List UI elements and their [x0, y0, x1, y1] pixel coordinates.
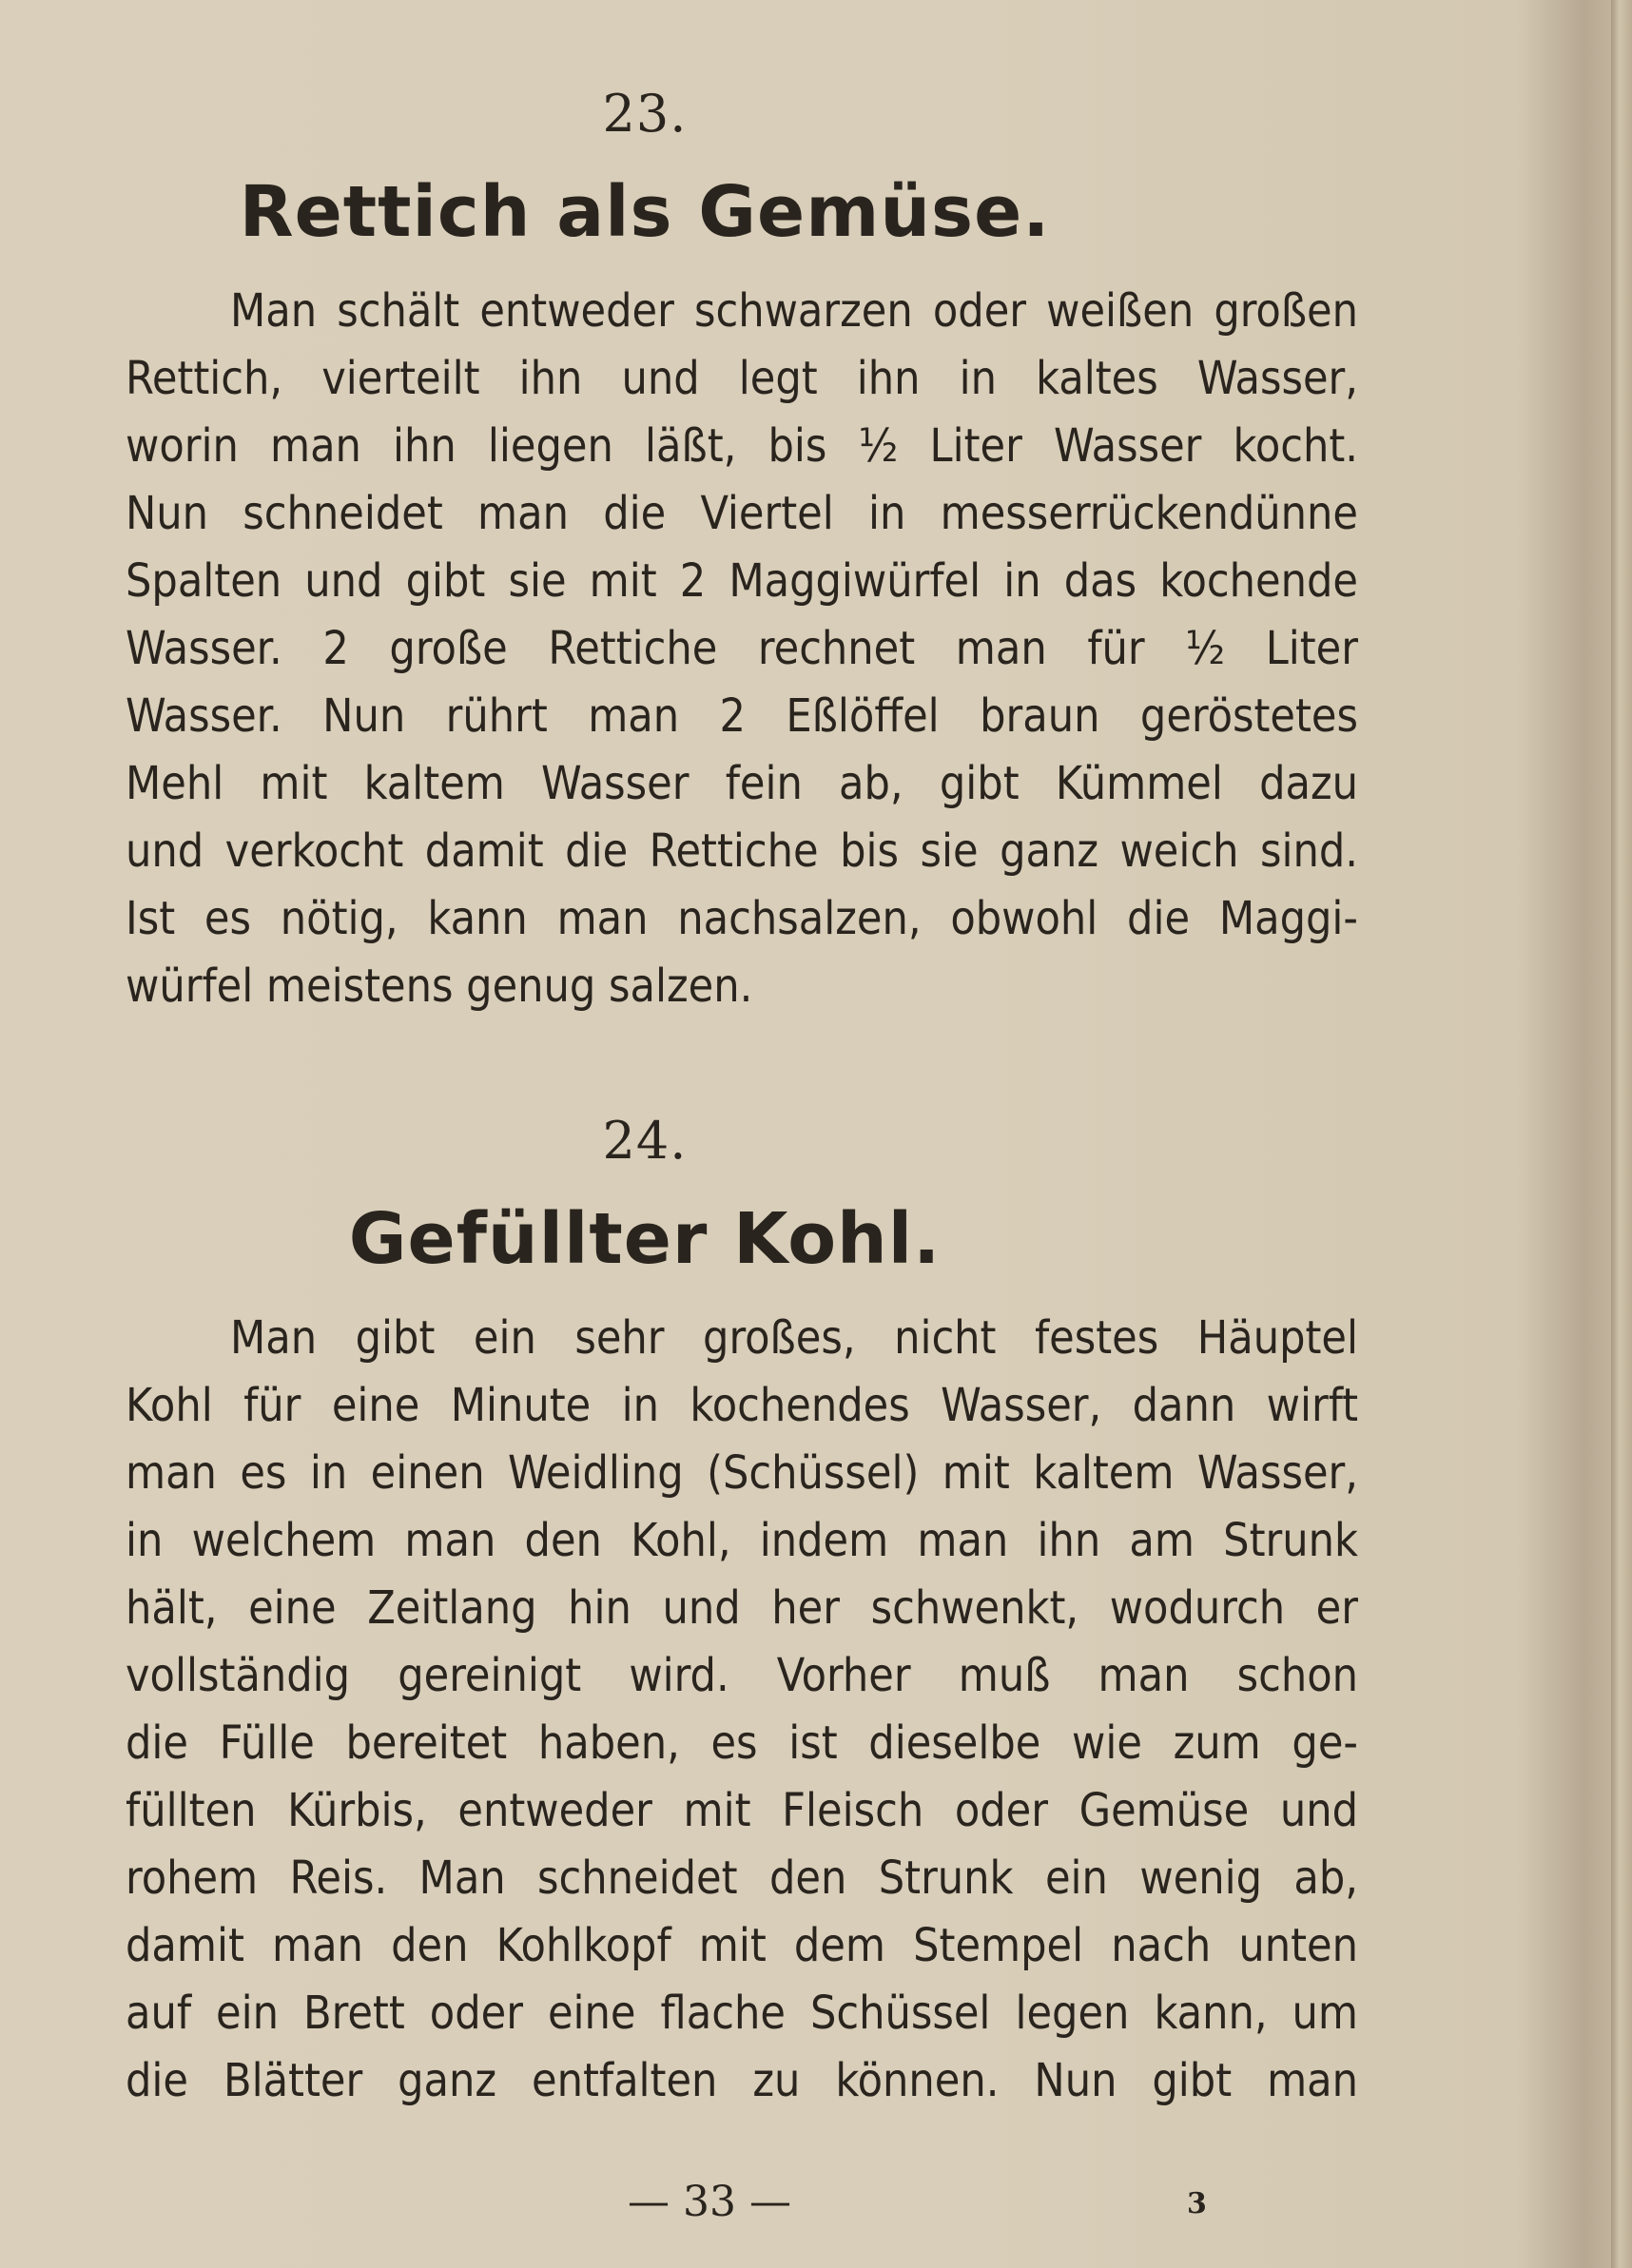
page-footer	[0, 2178, 1632, 2235]
recipe-title: Gefüllter Kohl.	[348, 1198, 942, 1280]
recipe-text	[126, 278, 1358, 1020]
text-line: die Fülle bereitet haben, es ist dieselbe wie zum ge-	[126, 1716, 1358, 1770]
text-line: würfel meistens genug salzen.	[126, 960, 753, 1013]
text-line: die Blätter ganz entfalten zu können. Nun gibt man	[126, 2054, 1358, 2107]
text-line: auf ein Brett oder eine flache Schüssel legen kann, um	[126, 1987, 1358, 2040]
text-line: damit man den Kohlkopf mit dem Stempel nach unten	[126, 1919, 1358, 1972]
text-line: Wasser. Nun rührt man 2 Eßlöffel braun geröstetes	[126, 689, 1358, 743]
recipe-title: Rettich als Gemüse.	[239, 171, 1051, 253]
text-line: Mehl mit kaltem Wasser fein ab, gibt Kümmel dazu	[126, 757, 1358, 810]
page-number: — 33 —	[628, 2178, 791, 2226]
text-line: Kohl für eine Minute in kochendes Wasser, dann wirft	[126, 1379, 1358, 1432]
text-line: Nun schneidet man die Viertel in messerrückendünne	[126, 487, 1358, 540]
text-line: und verkocht damit die Rettiche bis sie ganz weich sind.	[126, 824, 1358, 878]
text-line: hält, eine Zeitlang hin und her schwenkt, wodurch er	[126, 1581, 1358, 1635]
recipe-number: 23.	[602, 84, 688, 144]
text-line: Spalten und gibt sie mit 2 Maggiwürfel in das kochende	[126, 554, 1358, 608]
text-line: Man gibt ein sehr großes, nicht festes Häuptel	[230, 1311, 1358, 1365]
text-line: Rettich, vierteilt ihn und legt ihn in kaltes Wasser,	[126, 352, 1358, 405]
text-line: Wasser. 2 große Rettiche rechnet man für ½ Liter	[126, 622, 1358, 675]
text-line: Ist es nötig, kann man nachsalzen, obwohl die Maggi-	[126, 892, 1358, 945]
text-line: in welchem man den Kohl, indem man ihn am Strunk	[126, 1514, 1358, 1567]
recipe-text	[126, 1305, 1358, 2115]
signature-mark: 3	[1187, 2187, 1207, 2220]
book-spine-edge	[1611, 0, 1632, 2268]
text-line: man es in einen Weidling (Schüssel) mit kaltem Wasser,	[126, 1446, 1358, 1500]
recipe-number: 24.	[602, 1111, 688, 1171]
text-line: rohem Reis. Man schneidet den Strunk ein wenig ab,	[126, 1851, 1358, 1905]
text-line: vollständig gereinigt wird. Vorher muß man schon	[126, 1649, 1358, 1702]
text-line: Man schält entweder schwarzen oder weißen großen	[230, 284, 1358, 338]
text-line: worin man ihn liegen läßt, bis ½ Liter Wasser kocht.	[126, 419, 1358, 473]
text-line: füllten Kürbis, entweder mit Fleisch oder Gemüse und	[126, 1784, 1358, 1837]
